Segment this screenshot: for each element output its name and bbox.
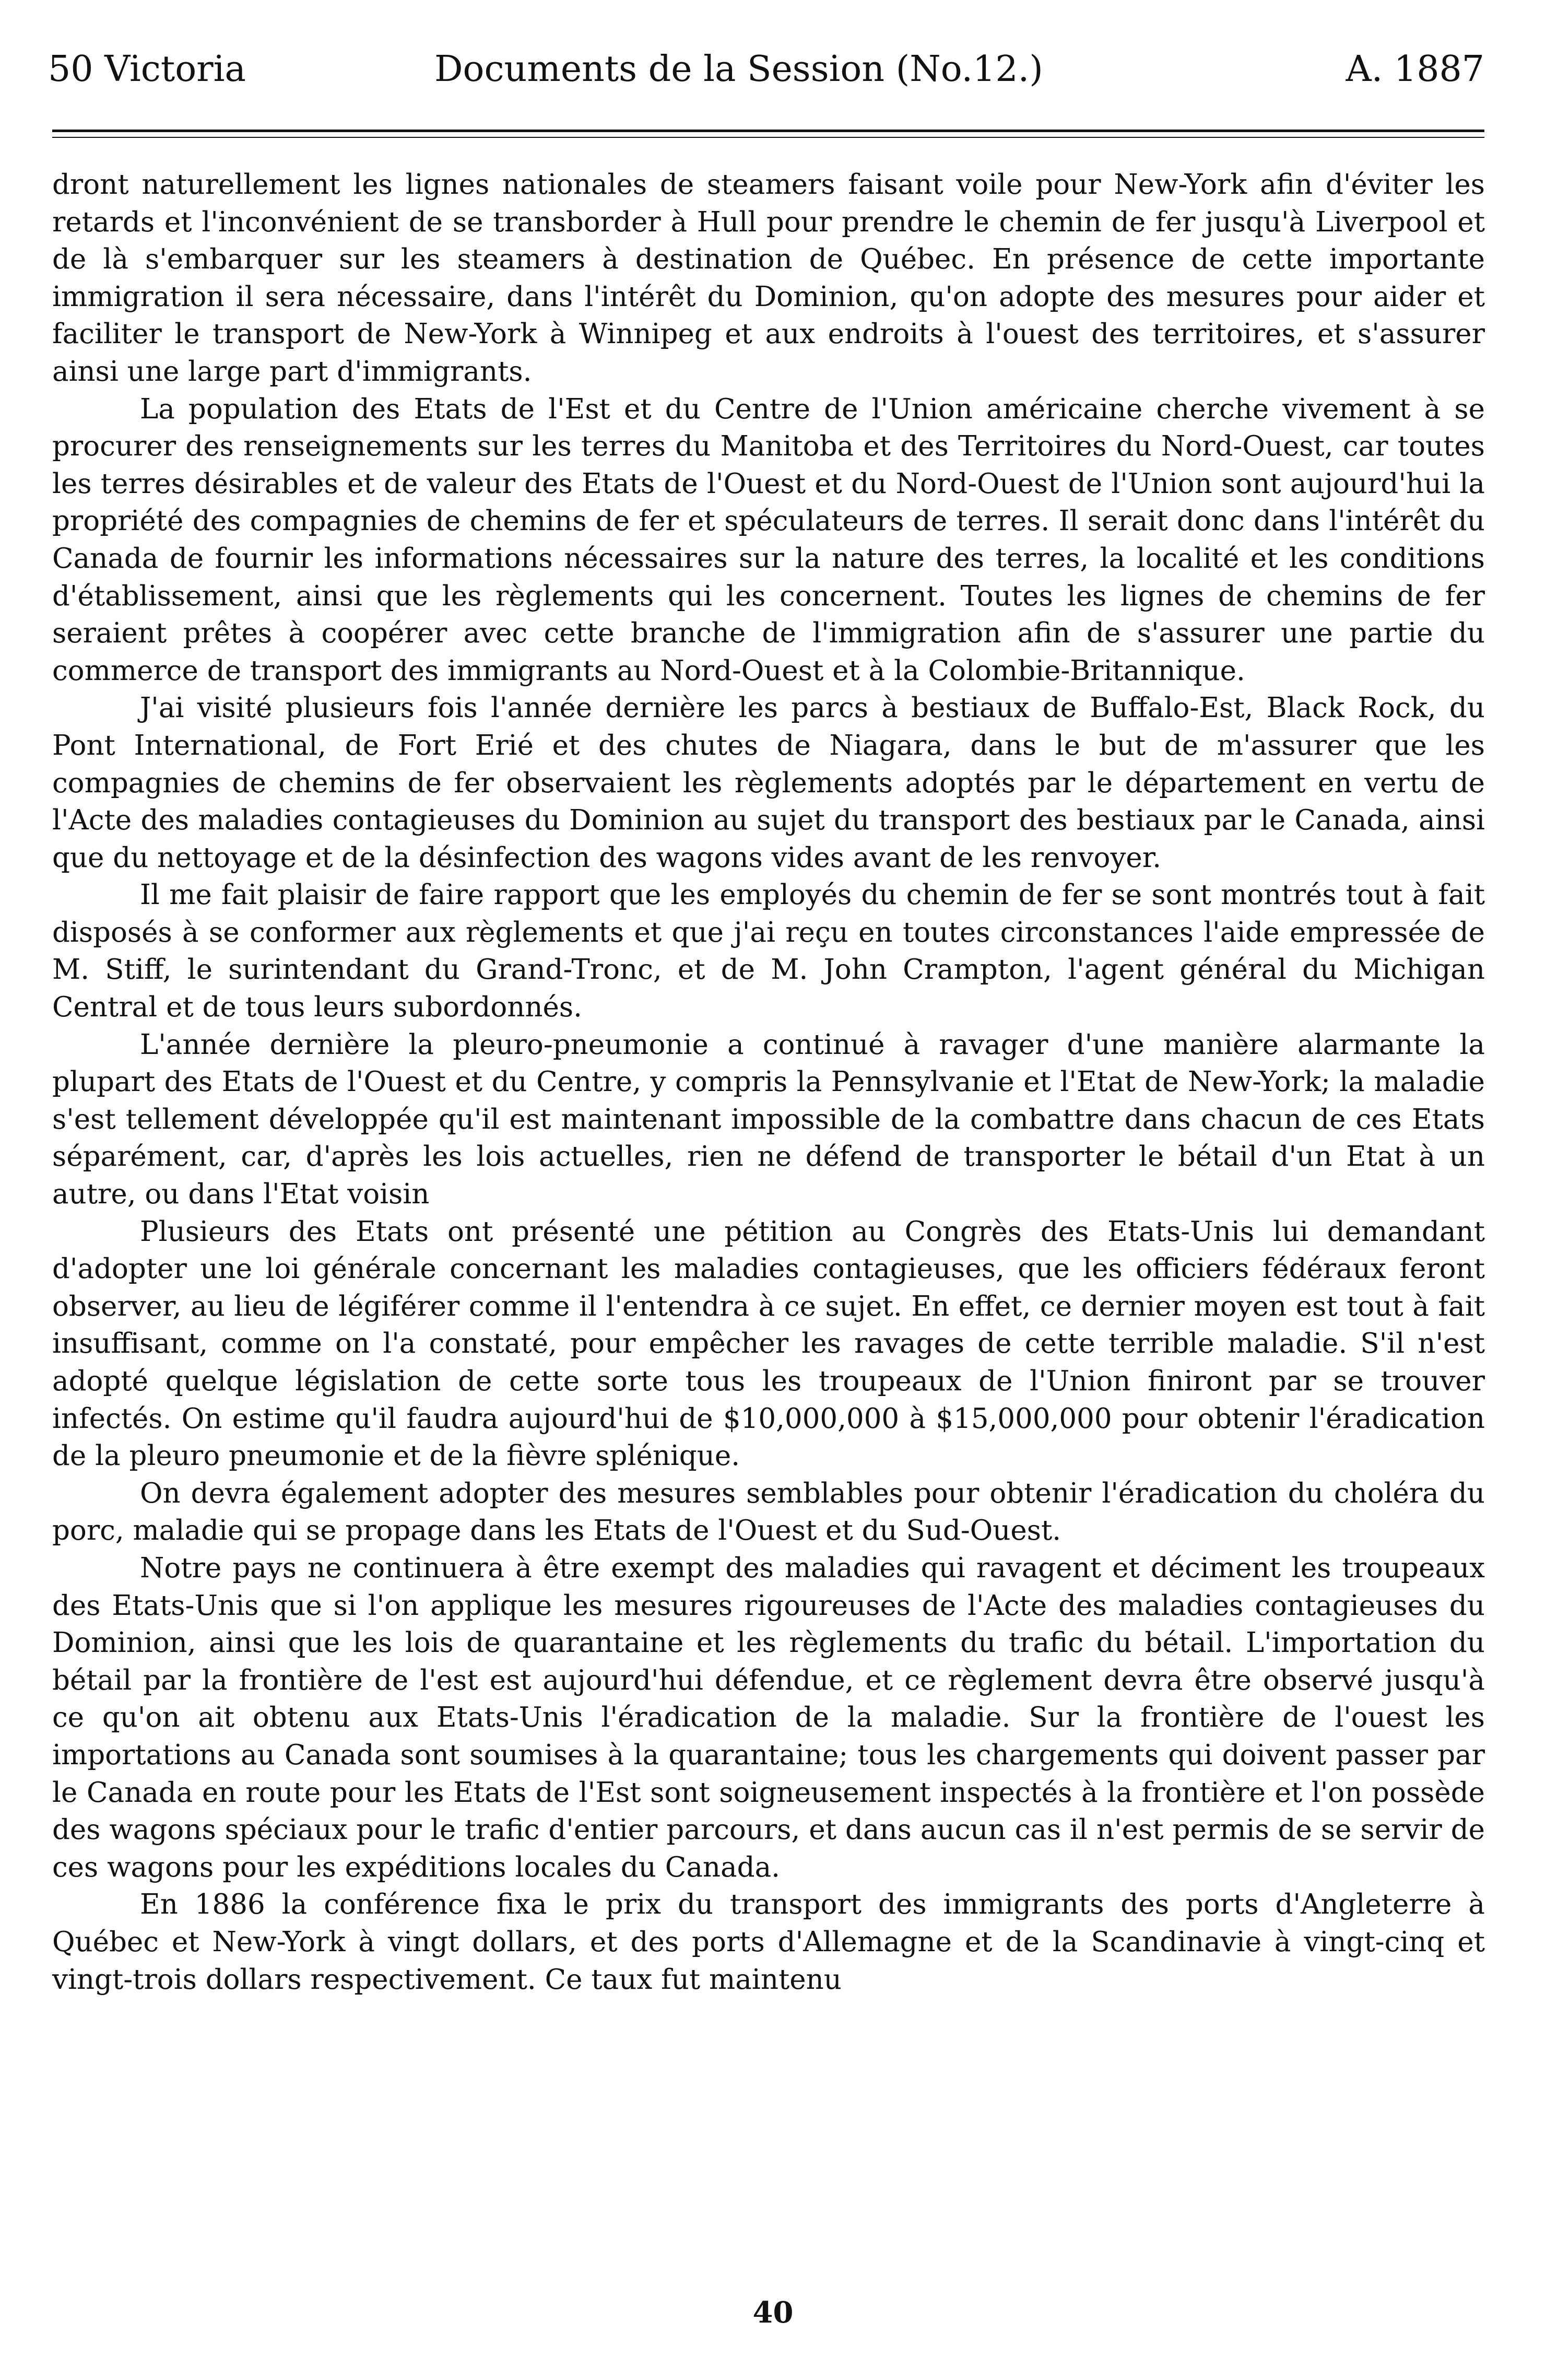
paragraph: En 1886 la conférence fixa le prix du transport des immigrants des ports d'Angleterre à Québec et New-York à vingt dollars, et des ports d'Allemagne et de la Scandinavie à vingt-cinq et vingt-trois dollars respectivement. Ce taux fut maintenu (52, 1889, 1485, 1996)
paragraph: Il me fait plaisir de faire rapport que les employés du chemin de fer se sont montrés tout à fait disposés à se conformer aux règlements et que j'ai reçu en toutes circonstances l'aide empressée de M. Stiff, le surintendant du Grand-Tronc, et de M. John Crampton, l'agent général du Michigan Central et de tous leurs subordonnés. (52, 879, 1485, 1024)
paragraph: Notre pays ne continuera à être exempt des maladies qui ravagent et déciment les troupeaux des Etats-Unis que si l'on applique les mesures rigoureuses de l'Acte des maladies contagieuses du Dominion, ainsi que les lois de quarantaine et les règlements du trafic du bétail. L'importation du bétail par la frontière de l'est est aujourd'hui défendue, et ce règlement devra être observé jusqu'à ce qu'on ait obtenu aux Etats-Unis l'éradication de la maladie. Sur la frontière de l'ouest les importations au Canada sont soumises à la quarantaine; tous les chargements qui doivent passer par le Canada en route pour les Etats de l'Est sont soigneusement inspectés à la frontière et l'on possède des wagons spéciaux pour le trafic d'entier parcours, et dans aucun cas il n'est permis de se servir de ces wagons pour les expéditions locales du Canada. (52, 1552, 1485, 1883)
paragraph: J'ai visité plusieurs fois l'année dernière les parcs à bestiaux de Buffalo-Est, Black Rock, du Pont International, de Fort Erié et des chutes de Niagara, dans le but de m'assurer que les compagnies de chemins de fer observaient les règlements adoptés par le département en vertu de l'Acte des maladies contagieuses du Dominion au sujet du transport des bestiaux par le Canada, ainsi que du nettoyage et de la désinfection des wagons vides avant de les renvoyer. (52, 692, 1485, 874)
paragraph: L'année dernière la pleuro-pneumonie a continué à ravager d'une manière alarmante la plupart des Etats de l'Ouest et du Centre, y compris la Pennsylvanie et l'Etat de New-York; la maladie s'est tellement développée qu'il est maintenant impossible de la combattre dans chacun de ces Etats séparément, car, d'après les lois actuelles, rien ne défend de transporter le bétail d'un Etat à un autre, ou dans l'Etat voisin (52, 1028, 1485, 1211)
paragraph: dront naturellement les lignes nationales de steamers faisant voile pour New-York afin d'éviter les retards et l'inconvénient de se transborder à Hull pour prendre le chemin de fer jusqu'à Liverpool et de là s'embarquer sur les steamers à destination de Québec. En présence de cette importante immigration il sera nécessaire, dans l'intérêt du Dominion, qu'on adopte des mesures pour aider et faciliter le transport de New-York à Winnipeg et aux endroits à l'ouest des territoires, et s'assurer ainsi une large part d'immigrants. (52, 169, 1485, 388)
header-session: 50 Victoria (48, 49, 246, 90)
paragraph: La population des Etats de l'Est et du Centre de l'Union américaine cherche vivement à se procurer des renseignements sur les terres du Manitoba et des Territoires du Nord-Ouest, car toutes les terres désirables et de valeur des Etats de l'Ouest et du Nord-Ouest de l'Union sont aujourd'hui la propriété des compagnies de chemins de fer et spéculateurs de terres. Il serait donc dans l'intérêt du Canada de fournir les informations nécessaires sur la nature des terres, la localité et les conditions d'établissement, ainsi que les règlements qui les concernent. Toutes les lignes de chemins de fer seraient prêtes à coopérer avec cette branche de l'immigration afin de s'assurer une partie du commerce de transport des immigrants au Nord-Ouest et à la Colombie-Britannique. (52, 393, 1485, 687)
header-rule-thin (52, 137, 1484, 138)
header-rule-thick (52, 130, 1484, 132)
paragraph: On devra également adopter des mesures semblables pour obtenir l'éradication du choléra du porc, maladie qui se propage dans les Etats de l'Ouest et du Sud-Ouest. (52, 1477, 1485, 1547)
page-header (48, 41, 1484, 98)
header-year: A. 1887 (1346, 49, 1484, 90)
paragraph: Plusieurs des Etats ont présenté une pétition au Congrès des Etats-Unis lui demandant d'adopter une loi générale concernant les maladies contagieuses, que les officiers fédéraux feront observer, au lieu de légiférer comme il l'entendra à ce sujet. En effet, ce dernier moyen est tout à fait insuffisant, comme on l'a constaté, pour empêcher les ravages de cette terrible maladie. S'il n'est adopté quelque législation de cette sorte tous les troupeaux de l'Union finiront par se trouver infectés. On estime qu'il faudra aujourd'hui de $10,000,000 à $15,000,000 pour obtenir l'éradication de la pleuro pneumonie et de la fièvre splénique. (52, 1215, 1485, 1472)
page-number: 40 (752, 2295, 794, 2330)
header-title: Documents de la Session (No.12.) (434, 49, 1043, 90)
body-text (52, 166, 1485, 1998)
